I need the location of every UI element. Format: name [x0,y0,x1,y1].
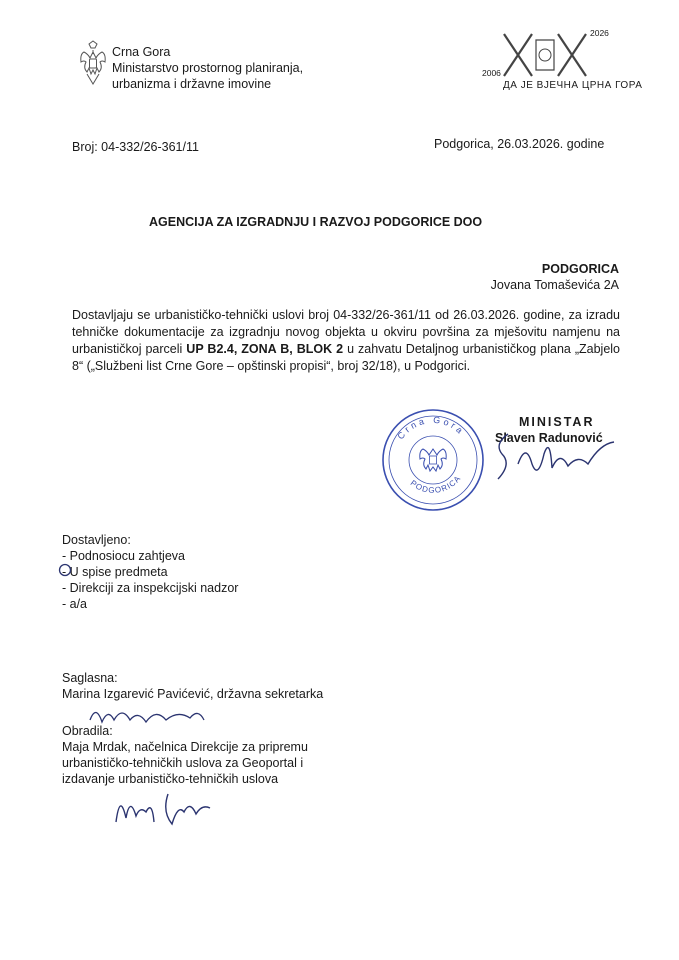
prepared-line: urbanističko-tehničkih uslova za Geoportal i [62,756,304,770]
stamp-city-text: PODGORICA [408,473,463,495]
body-text-2: u zahvatu Detaljnog urbanističkog plana „Zabjelo 8“ („Službeni list Crne Gore – opštinski propisi“, broj 32/18), u Podgorici. [72,342,620,373]
body-text-1: Dostavljaju se urbanističko-tehnički uslovi broj 04-332/26-361/11 od 26.03.2026. godine, za izradu tehničke dokumentacije za izgradnju novog objekta u okviru površina za mješovitu namjenu na urbanističkoj parceli [72,308,620,356]
ministry-header [112,44,303,92]
stamp-top-text: Crna Gora [395,414,467,442]
anniversary-year-end: 2026 [590,28,609,38]
document-number: Broj: 04-332/26-361/11 [72,140,199,154]
preparer-signature [112,782,222,830]
distribution-item: - a/a [62,597,88,611]
official-stamp [378,405,488,515]
distribution-item: - Direkciji za inspekcijski nadzor [62,581,239,595]
distribution-item: - U spise predmeta [62,565,168,579]
anniversary-logo [500,30,590,82]
approval-block [62,670,323,702]
ministry-line-3: urbanizma i državne imovine [112,77,272,91]
approval-person: Marina Izgarević Pavićević, državna sekretarka [62,687,324,701]
coat-of-arms-icon [78,40,108,88]
signatory-title: MINISTAR [519,415,595,429]
body-paragraph [72,307,620,375]
recipient-city: PODGORICA [541,262,619,276]
recipient-name: AGENCIJA ZA IZGRADNJU I RAZVOJ PODGORICE DOO [149,215,483,229]
prepared-line: Maja Mrdak, načelnica Direkcije za pripremu [62,740,308,754]
pen-mark-icon [58,563,72,577]
prepared-heading: Obradila: [62,724,113,738]
ministry-line-1: Crna Gora [112,45,171,59]
prepared-line: izdavanje urbanističko-tehničkih uslova [62,772,279,786]
minister-signature [488,424,626,486]
prepared-by-block [62,723,308,787]
distribution-item: - Podnosiocu zahtjeva [62,549,185,563]
body-parcel-bold: UP B2.4, ZONA B, BLOK 2 [186,342,344,356]
distribution-list [62,532,238,612]
recipient-address: Jovana Tomaševića 2A [490,278,619,292]
place-and-date: Podgorica, 26.03.2026. godine [434,137,605,151]
distribution-heading: Dostavljeno: [62,533,131,547]
ministry-line-2: Ministarstvo prostornog planiranja, [112,61,304,75]
approval-heading: Saglasna: [62,671,118,685]
anniversary-tagline: ДА ЈЕ ВЈЕЧНА ЦРНА ГОРА [503,80,643,91]
signatory-name: Slaven Radunović [495,431,603,445]
anniversary-year-start: 2006 [482,68,501,78]
